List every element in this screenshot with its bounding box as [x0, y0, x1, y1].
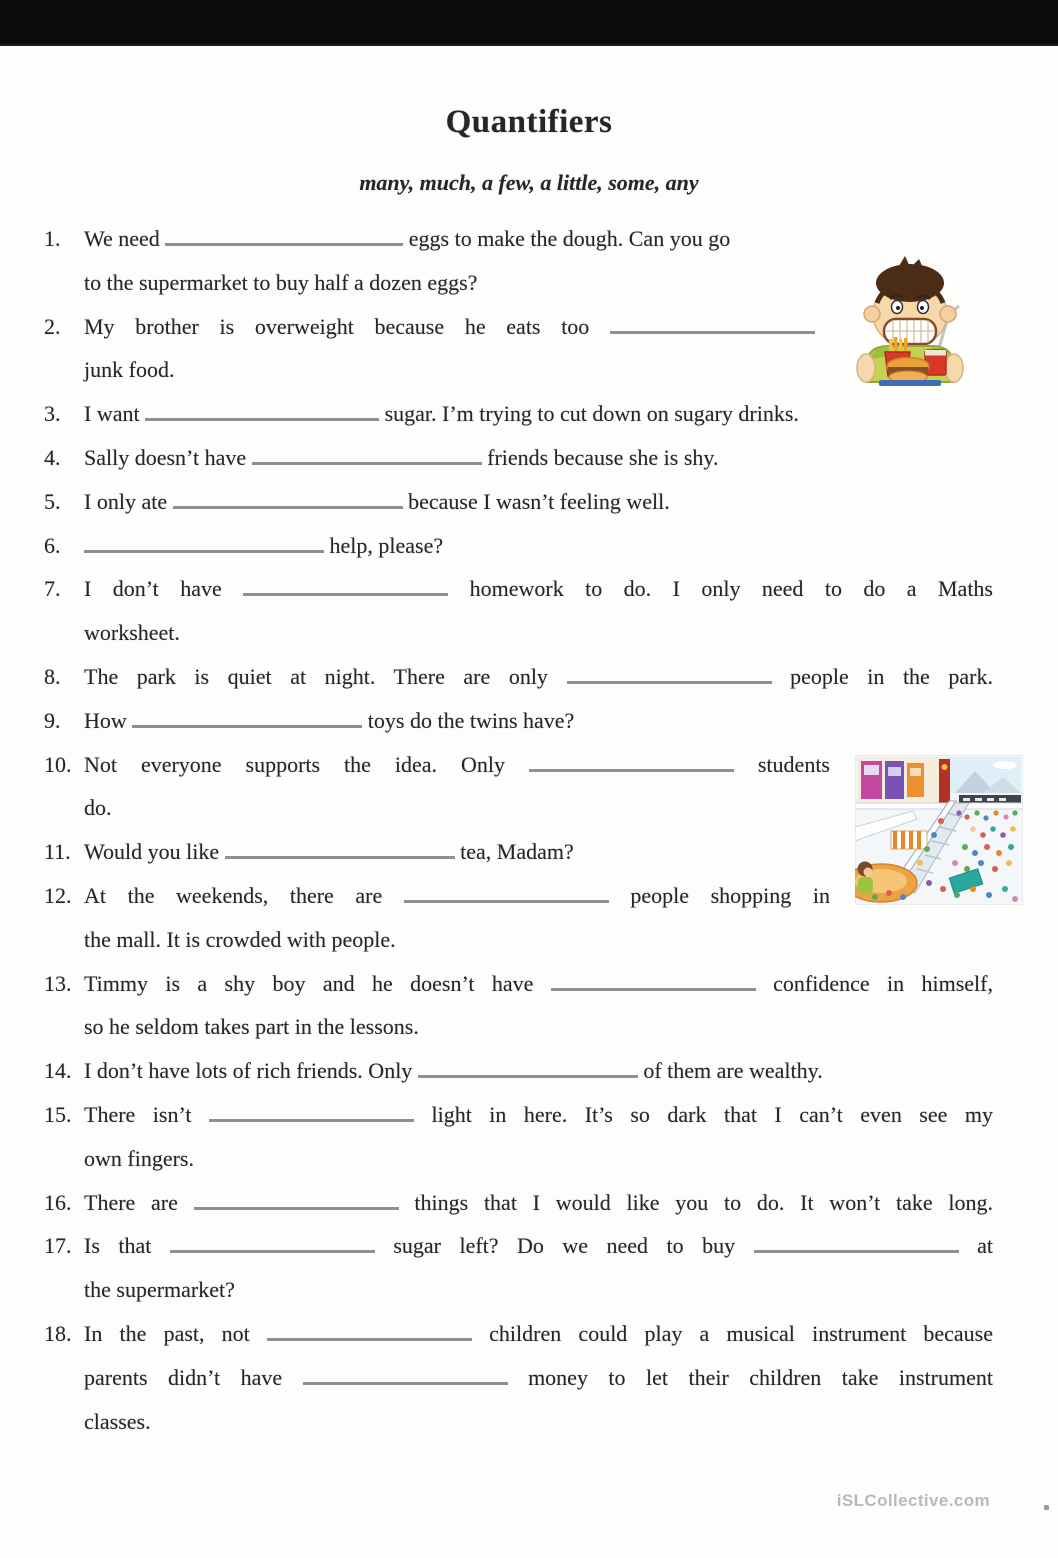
item-line	[84, 436, 993, 480]
answer-blank[interactable]	[551, 976, 756, 991]
item-number: 2.	[44, 313, 61, 339]
answer-blank[interactable]	[170, 1238, 375, 1253]
item-text: help, please?	[324, 532, 444, 558]
item-line	[84, 1312, 993, 1356]
item-text: I only ate	[84, 488, 173, 514]
worksheet-item	[44, 1093, 1019, 1181]
item-line	[84, 874, 830, 918]
worksheet-item	[44, 524, 1019, 568]
answer-blank[interactable]	[165, 231, 403, 246]
item-text: eggs to make the dough. Can you go	[403, 226, 731, 251]
item-text: I don’t have	[84, 576, 244, 602]
item-text: toys do the twins have?	[362, 707, 575, 733]
answer-blank[interactable]	[252, 450, 482, 465]
boy-eating-illustration	[855, 256, 965, 386]
answer-blank[interactable]	[132, 713, 362, 728]
item-line	[84, 1400, 993, 1444]
item-line	[84, 699, 993, 743]
burger-icon	[887, 358, 929, 384]
item-number: 8.	[44, 663, 61, 689]
item-line	[84, 392, 993, 436]
item-number: 18.	[44, 1320, 72, 1346]
item-text: confidence in himself,	[755, 970, 993, 996]
item-text: Sally doesn’t have	[84, 444, 252, 470]
item-text: junk food.	[84, 357, 175, 383]
answer-blank[interactable]	[754, 1238, 959, 1253]
item-text: In the past, not	[84, 1320, 267, 1346]
item-text: because I wasn’t feeling well.	[402, 488, 670, 514]
item-text: I want	[84, 401, 146, 427]
word-bank: many, much, a few, a little, some, any	[359, 170, 699, 195]
item-number: 12.	[44, 882, 72, 908]
item-line	[84, 1181, 993, 1225]
item-line	[84, 1268, 993, 1312]
item-line	[84, 918, 993, 962]
item-text: worksheet.	[84, 620, 180, 646]
item-line	[84, 1093, 993, 1137]
answer-blank[interactable]	[194, 1195, 399, 1210]
worksheet-item	[44, 1181, 1019, 1225]
item-number: 9.	[44, 707, 61, 733]
item-line	[84, 1224, 993, 1268]
item-text: of them are wealthy.	[637, 1058, 823, 1084]
item-number: 3.	[44, 401, 61, 427]
item-text: Not everyone supports the idea. Only	[84, 751, 529, 777]
answer-blank[interactable]	[243, 581, 448, 596]
item-text: tea, Madam?	[454, 839, 574, 865]
worksheet-item	[44, 480, 1019, 524]
item-text: Would you like	[84, 839, 225, 865]
item-text: There are	[84, 1189, 194, 1215]
item-line	[84, 217, 993, 261]
item-number: 14.	[44, 1058, 72, 1084]
item-number: 1.	[44, 226, 61, 251]
item-number: 10.	[44, 751, 72, 777]
answer-blank[interactable]	[610, 319, 815, 334]
mall-scene-illustration	[855, 755, 1023, 905]
item-text: money to let their children take instrument	[507, 1364, 993, 1390]
item-text: How	[84, 707, 133, 733]
item-line	[84, 524, 993, 568]
page-title: Quantifiers	[445, 104, 613, 140]
answer-blank[interactable]	[84, 538, 324, 553]
item-text: people shopping in	[608, 882, 830, 908]
item-line	[84, 1005, 993, 1049]
answer-blank[interactable]	[267, 1326, 472, 1341]
item-text: homework to do. I only need to do a Maths	[448, 576, 993, 602]
item-text: people in the park.	[771, 663, 993, 689]
answer-blank[interactable]	[418, 1063, 638, 1078]
item-line	[84, 962, 993, 1006]
answer-blank[interactable]	[145, 406, 379, 421]
item-text: classes.	[84, 1408, 151, 1434]
item-number: 11.	[44, 839, 71, 865]
item-number: 15.	[44, 1101, 72, 1127]
item-text: light in here. It’s so dark that I can’t even see my	[413, 1101, 993, 1127]
item-line	[84, 1049, 993, 1093]
item-text: so he seldom takes part in the lessons.	[84, 1014, 419, 1040]
item-text: We need	[84, 226, 166, 251]
worksheet-item	[44, 655, 1019, 699]
answer-blank[interactable]	[567, 669, 772, 684]
item-text: sugar left? Do we need to buy	[374, 1233, 754, 1259]
item-line	[84, 1356, 993, 1400]
worksheet-item	[44, 962, 1019, 1050]
item-line	[84, 655, 993, 699]
item-text: At the weekends, there are	[84, 882, 404, 908]
top-black-bar	[0, 0, 1058, 46]
item-number: 5.	[44, 488, 61, 514]
item-number: 17.	[44, 1233, 72, 1259]
worksheet-item	[44, 699, 1019, 743]
item-text: do.	[84, 795, 112, 821]
answer-blank[interactable]	[173, 494, 403, 509]
worksheet-item	[44, 392, 1019, 436]
item-text: the supermarket?	[84, 1277, 235, 1303]
item-text: children could play a musical instrument because	[471, 1320, 993, 1346]
item-text: at	[958, 1233, 993, 1259]
item-line	[84, 480, 993, 524]
item-number: 6.	[44, 532, 61, 558]
item-text: things that I would like you to do. It won’t take long.	[398, 1189, 993, 1215]
item-line	[84, 611, 993, 655]
item-text: to the supermarket to buy half a dozen eggs?	[84, 269, 478, 295]
item-text: friends because she is shy.	[481, 444, 719, 470]
item-number: 7.	[44, 576, 61, 602]
item-line	[84, 567, 993, 611]
item-number: 16.	[44, 1189, 72, 1215]
item-text: Is that	[84, 1233, 170, 1259]
worksheet-item	[44, 1312, 1019, 1443]
item-text: students	[733, 751, 830, 777]
item-number: 13.	[44, 970, 72, 996]
item-text: My brother is overweight because he eats too	[84, 313, 610, 339]
answer-blank[interactable]	[303, 1370, 508, 1385]
item-number: 4.	[44, 444, 61, 470]
item-line	[84, 305, 815, 349]
item-line	[84, 1137, 993, 1181]
item-text: own fingers.	[84, 1145, 194, 1171]
market-stall-icon	[891, 831, 927, 849]
item-text: sugar. I’m trying to cut down on sugary drinks.	[379, 401, 799, 427]
item-text: Timmy is a shy boy and he doesn’t have	[84, 970, 551, 996]
item-text: There isn’t	[84, 1101, 209, 1127]
brand-watermark: iSLCollective.com	[836, 1491, 990, 1510]
item-text: parents didn’t have	[84, 1364, 303, 1390]
worksheet-item	[44, 567, 1019, 655]
answer-blank[interactable]	[209, 1107, 414, 1122]
item-text: I don’t have lots of rich friends. Only	[84, 1058, 418, 1084]
item-line	[84, 743, 830, 787]
answer-blank[interactable]	[404, 888, 609, 903]
page-corner-mark	[1044, 1505, 1049, 1510]
answer-blank[interactable]	[225, 844, 455, 859]
item-text: the mall. It is crowded with people.	[84, 926, 396, 952]
answer-blank[interactable]	[529, 757, 734, 772]
worksheet-item	[44, 1049, 1019, 1093]
worksheet-item	[44, 436, 1019, 480]
item-text: The park is quiet at night. There are only	[84, 663, 567, 689]
worksheet-item	[44, 1224, 1019, 1312]
